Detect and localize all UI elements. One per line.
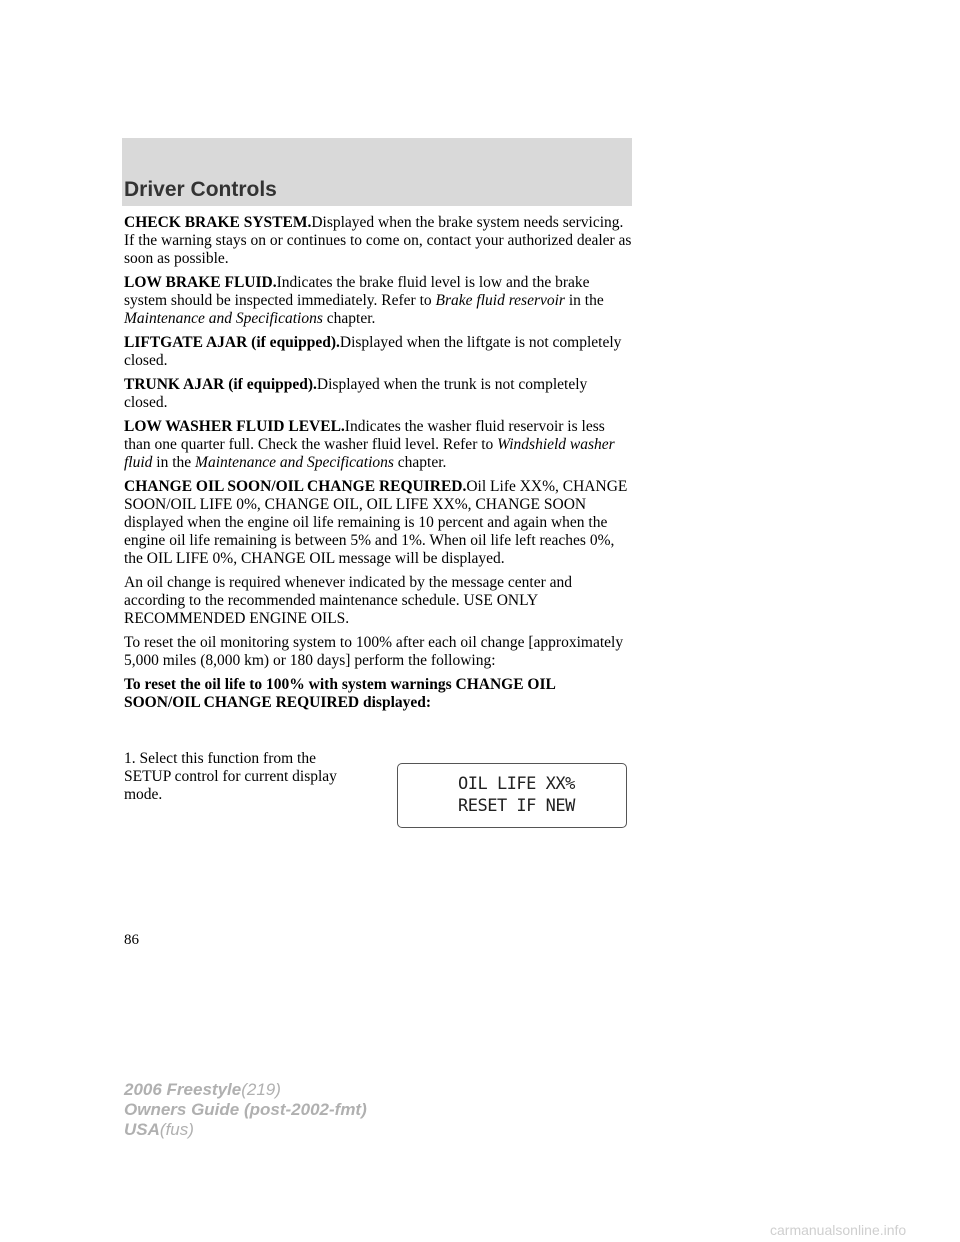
footer-line-market (124, 1120, 367, 1140)
reference-maintenance-chapter: Maintenance and Specifications (195, 454, 394, 471)
paragraph-text: in the (568, 292, 604, 309)
watermark-text: carmanualsonline.info (770, 1222, 907, 1238)
paragraph-text: chapter. (397, 454, 447, 471)
term-trunk-ajar: TRUNK AJAR (if equipped). (124, 376, 317, 393)
paragraph-text: Indicates the washer fluid reservoir is less than one quarter full. Check the washer fluid level. Refer to (124, 418, 605, 453)
paragraph-reset-oil-monitoring: To reset the oil monitoring system to 100% after each oil change [approximately 5,000 miles (8,000 km) or 180 days] perform the following: (124, 634, 624, 669)
paragraph-oil-change-required: An oil change is required whenever indicated by the message center and according to the recommended maintenance schedule. USE ONLY RECOMMENDED ENGINE OILS. (124, 574, 573, 627)
paragraph-low-brake-fluid (124, 274, 634, 328)
footer-model: 2006 Freestyle (124, 1080, 242, 1099)
message-center-display (397, 763, 627, 828)
paragraph-trunk-ajar (124, 376, 634, 412)
document-footer (124, 1080, 367, 1140)
display-line-2: RESET IF NEW (458, 796, 575, 816)
step-1-text: 1. Select this function from the SETUP control for current display mode. (124, 750, 337, 803)
term-liftgate-ajar: LIFTGATE AJAR (if equipped). (124, 334, 340, 351)
term-low-washer-fluid: LOW WASHER FLUID LEVEL. (124, 418, 345, 435)
paragraph-text: in the (156, 454, 192, 471)
paragraph-text: Indicates the brake fluid level is low and the brake system should be inspected immediately. Refer to (124, 274, 590, 309)
paragraph-liftgate-ajar (124, 334, 634, 370)
reference-windshield-washer-fluid: Windshield washer fluid (124, 436, 615, 471)
section-title: Driver Controls (124, 178, 277, 201)
footer-model-code: (219) (241, 1080, 281, 1099)
paragraph-check-brake-system (124, 214, 634, 268)
display-line-1: OIL LIFE XX% (458, 774, 575, 794)
footer-line-model (124, 1080, 367, 1100)
term-low-brake-fluid: LOW BRAKE FLUID. (124, 274, 277, 291)
reference-maintenance-chapter: Maintenance and Specifications (124, 310, 323, 327)
footer-guide: Owners Guide (post-2002-fmt) (124, 1100, 367, 1119)
reference-brake-fluid-reservoir: Brake fluid reservoir (435, 292, 565, 309)
term-check-brake-system: CHECK BRAKE SYSTEM. (124, 214, 312, 231)
term-change-oil: CHANGE OIL SOON/OIL CHANGE REQUIRED. (124, 478, 467, 495)
paragraph-text: Displayed when the brake system needs servicing. If the warning stays on or continues to come on, contact your authorized dealer as soon as possible. (124, 214, 632, 267)
paragraph-change-oil (124, 478, 634, 568)
subheading-reset-oil-life: To reset the oil life to 100% with system warnings CHANGE OIL SOON/OIL CHANGE REQUIRED displayed: (124, 676, 555, 711)
paragraph-text: Oil Life XX%, CHANGE SOON/OIL LIFE 0%, CHANGE OIL, OIL LIFE XX%, CHANGE SOON displayed when the engine oil life remaining is 10 percent and again when the engine oil life remaining is between 5% and 1%. When oil life left reaches 0%, the OIL LIFE 0%, CHANGE OIL message will be displayed. (124, 478, 628, 567)
paragraph-text: chapter. (326, 310, 376, 327)
page-body (124, 214, 634, 718)
paragraph-text: Displayed when the trunk is not completely closed. (124, 376, 588, 411)
paragraph-text: Displayed when the liftgate is not completely closed. (124, 334, 622, 369)
footer-market-code: (fus) (159, 1120, 194, 1139)
paragraph-low-washer-fluid (124, 418, 634, 472)
page-number: 86 (124, 932, 139, 948)
footer-market: USA (124, 1120, 160, 1139)
